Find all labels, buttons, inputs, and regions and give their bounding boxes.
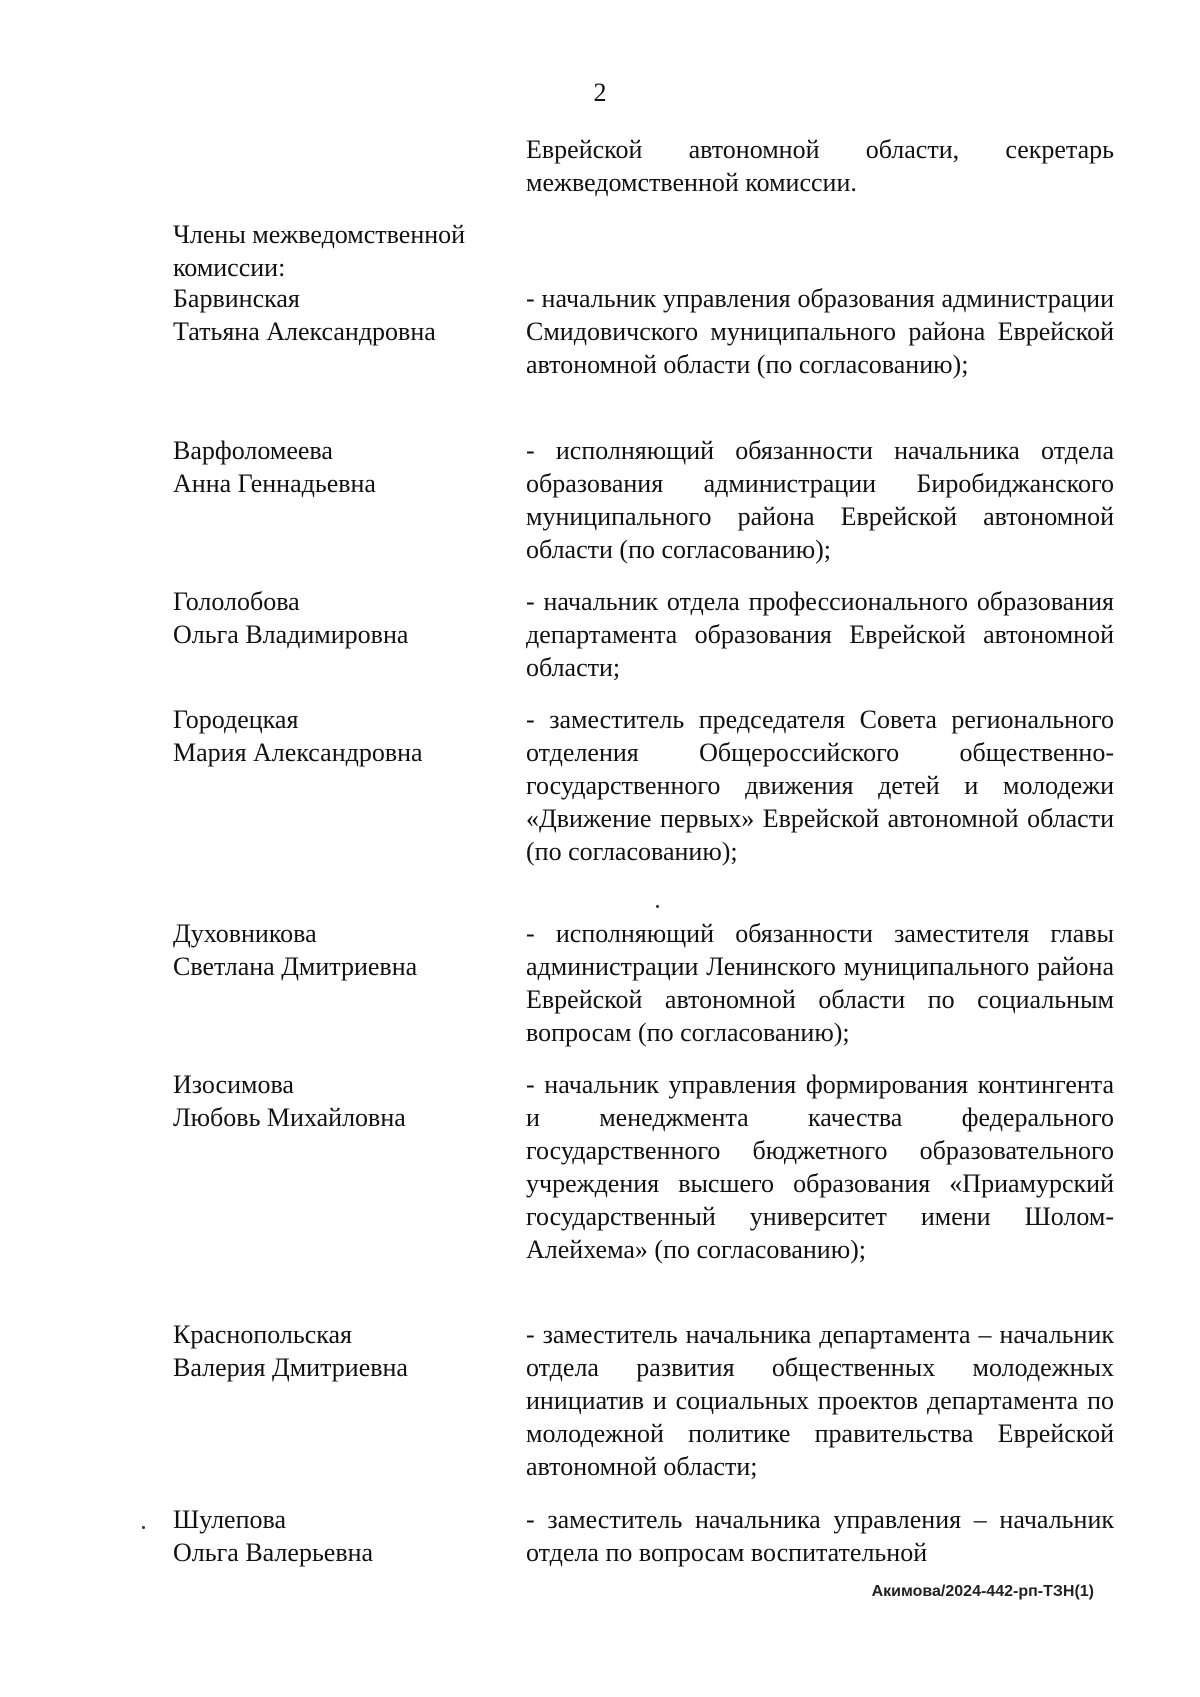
member-given-name: Ольга Валерьевна [173,1538,374,1567]
member-role: - начальник управления образования администрации Смидовичского муниципального района Еврейской автономной области (по согласованию); [526,284,1114,379]
member-role: - исполняющий обязанности заместителя главы администрации Ленинского муниципального района Еврейской автономной области по социальным вопросам (по согласованию); [526,919,1114,1047]
member-name [173,917,503,983]
member-surname: Гололобова [173,587,300,616]
scan-speck [656,905,659,908]
member-role: - заместитель председателя Совета регионального отделения Общероссийского общественно-государственного движения детей и молодежи «Движение первых» Еврейской автономной области (по согласованию); [526,705,1114,866]
member-role: - исполняющий обязанности начальника отдела образования администрации Биробиджанского муниципального района Еврейской автономной области (по согласованию); [526,436,1114,564]
member-role: - начальник отдела профессионального образования департамента образования Еврейской автономной области; [526,587,1114,682]
member-given-name: Анна Геннадьевна [173,469,376,498]
member-surname: Духовникова [173,919,317,948]
member-role: - заместитель начальника управления – начальник отдела по вопросам воспитательной [526,1505,1114,1567]
member-surname: Изосимова [173,1070,294,1099]
member-surname: Краснопольская [173,1320,353,1349]
member-given-name: Светлана Дмитриевна [173,952,418,981]
member-surname: Барвинская [173,284,300,313]
member-name [173,434,503,500]
member-name [173,703,503,769]
member-name [173,1318,503,1384]
member-name [173,1503,503,1569]
member-name [173,585,503,651]
members-heading-line: Члены межведомственной [173,220,466,249]
member-given-name: Ольга Владимировна [173,620,409,649]
member-surname: Варфоломеева [173,436,333,465]
member-given-name: Мария Александровна [173,738,423,767]
member-surname: Городецкая [173,705,299,734]
member-role: - заместитель начальника департамента – начальник отдела развития общественных молодежных инициатив и социальных проектов департамента по молодежной политике правительства Еврейской автономной области; [526,1320,1114,1481]
member-name [173,1068,503,1134]
member-given-name: Татьяна Александровна [173,317,436,346]
document-code: Акимова/2024-442-рп-ТЗН(1) [871,1583,1094,1600]
page-number: 2 [593,78,607,107]
members-heading-line: комиссии: [173,253,286,282]
scan-speck [142,1526,145,1529]
member-name [173,282,503,348]
member-role: - начальник управления формирования контингента и менеджмента качества федерального государственного бюджетного образовательного учреждения высшего образования «Приамурский государственный университет имени Шолом-Алейхема» (по согласованию); [526,1070,1114,1264]
member-given-name: Валерия Дмитриевна [173,1353,408,1382]
continuation-text: Еврейской автономной области, секретарь межведомственной комиссии. [526,135,1114,197]
member-given-name: Любовь Михайловна [173,1103,406,1132]
members-heading [173,218,513,284]
member-surname: Шулепова [173,1505,286,1534]
